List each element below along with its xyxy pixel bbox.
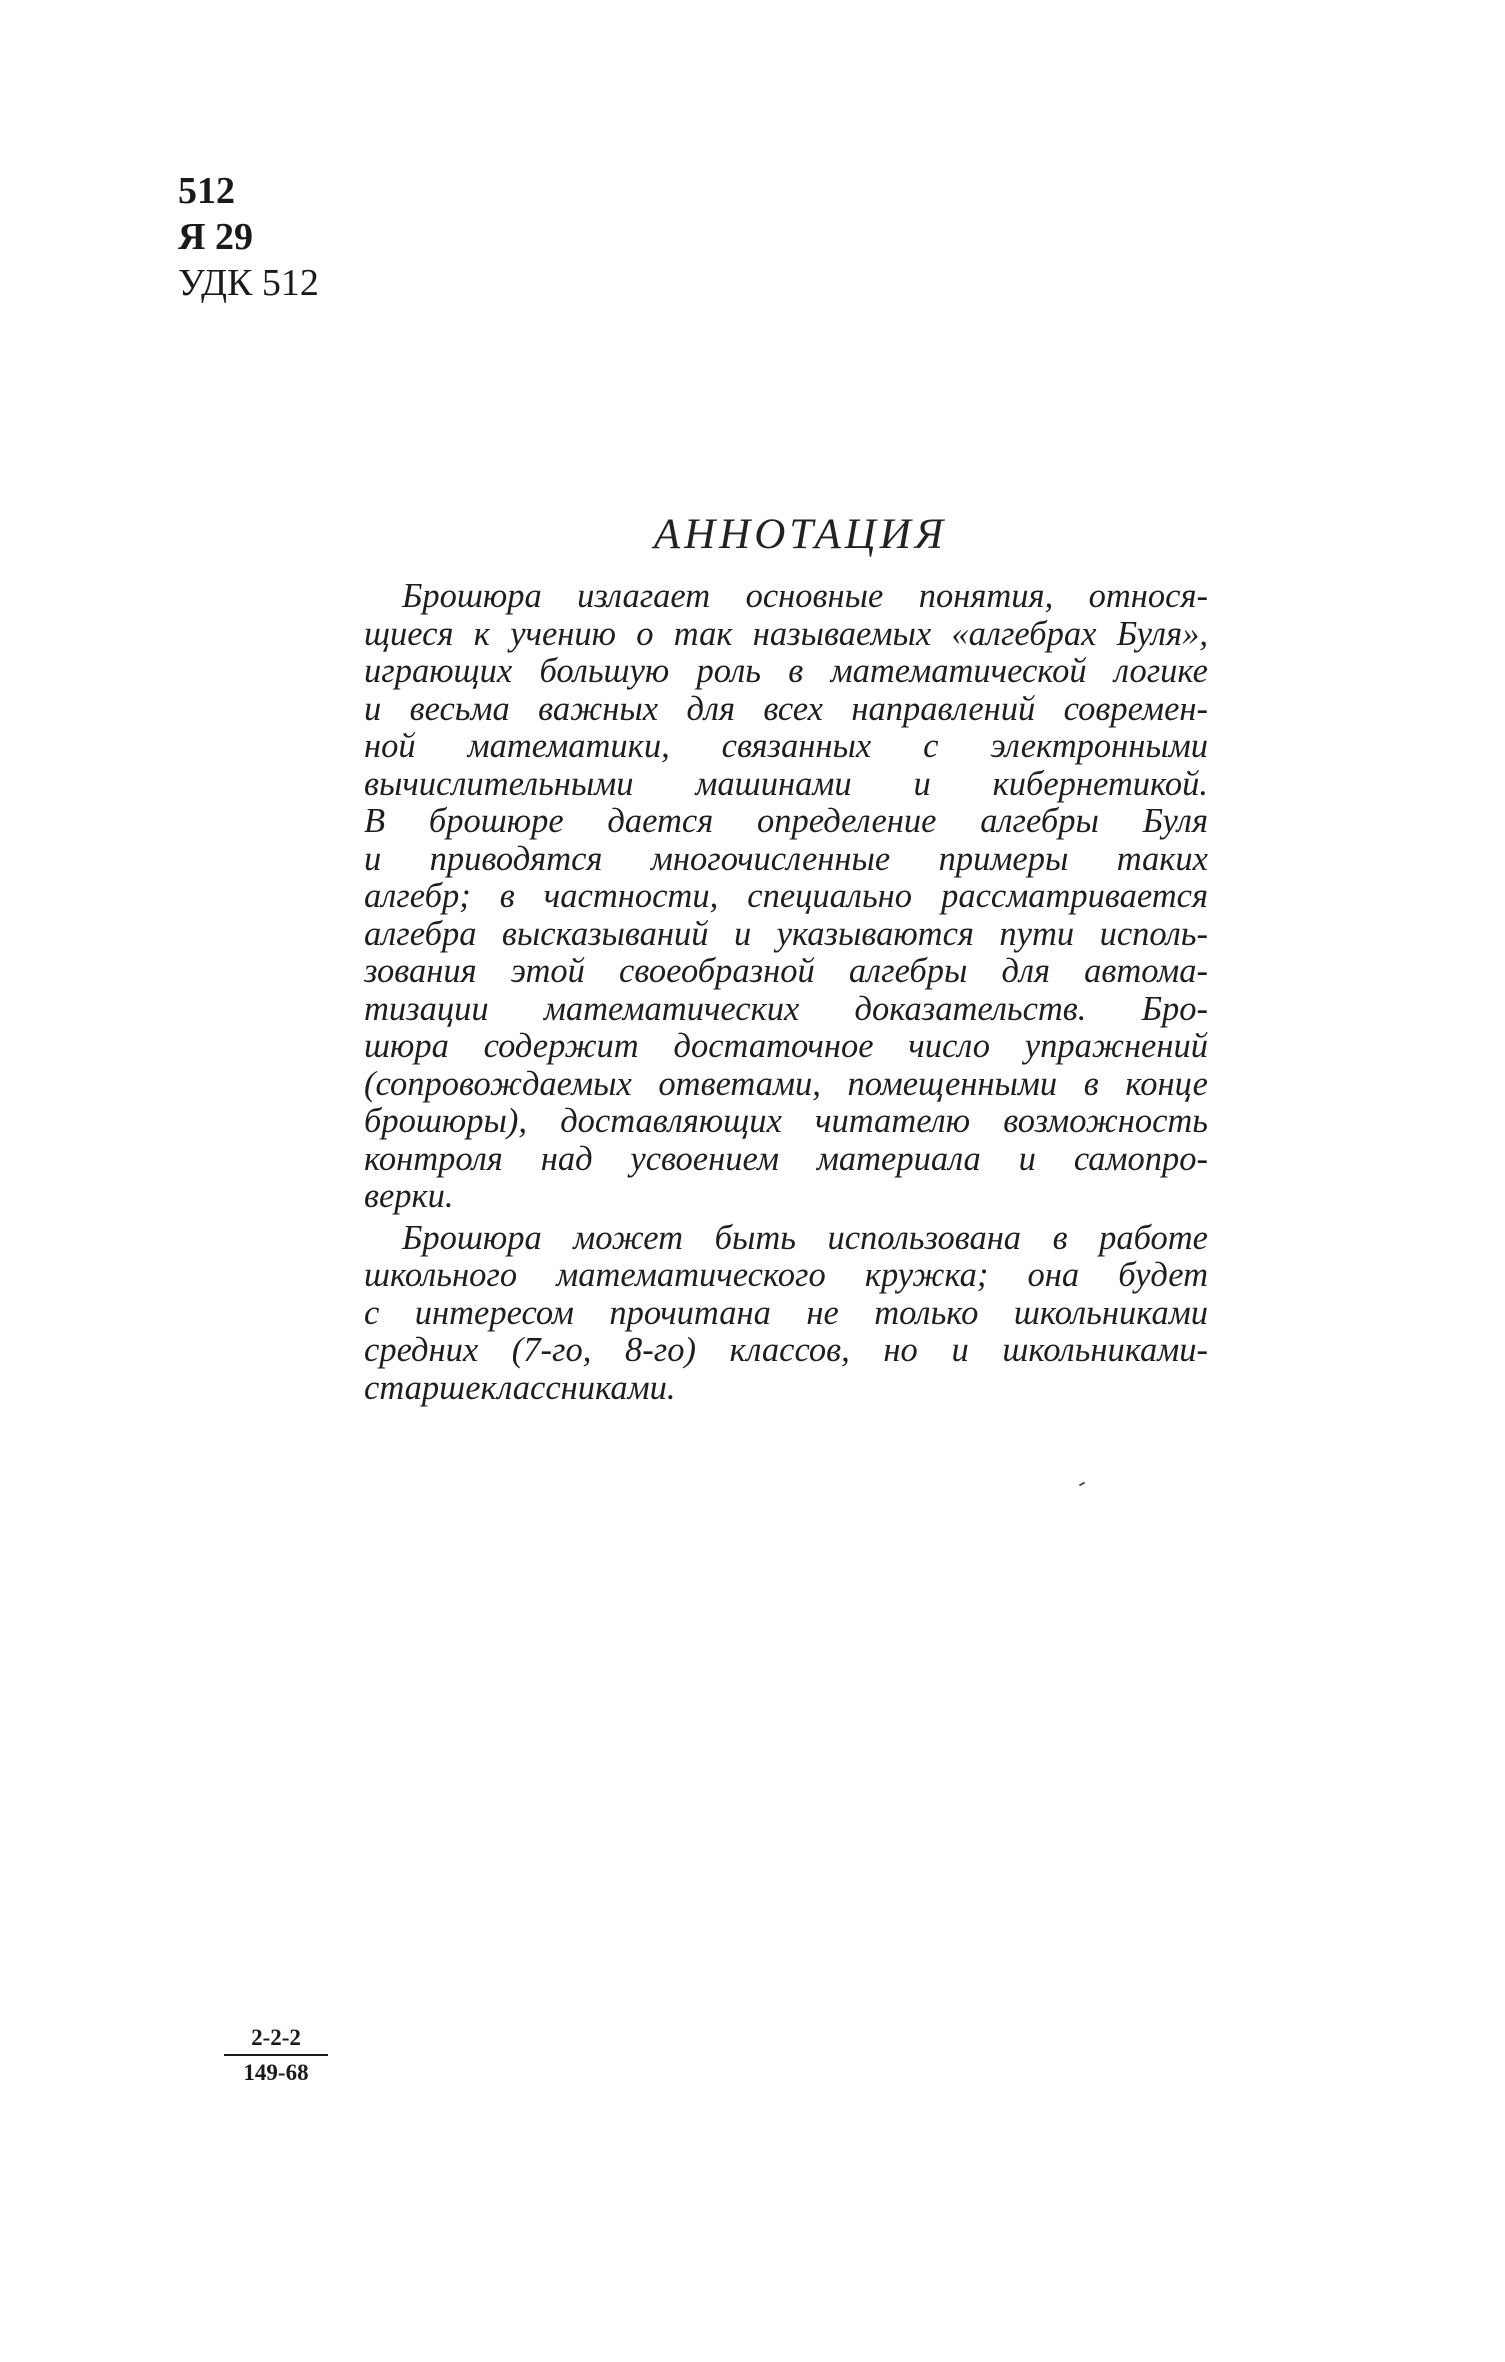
text-line: алгебр; в частности, специально рассматривается	[364, 877, 1208, 915]
text-line: тизации математических доказательств. Бро-	[364, 989, 1208, 1028]
annotation-paragraph-2	[364, 1220, 1208, 1408]
text-line: шюра содержит достаточное число упражнений	[364, 1027, 1208, 1065]
text-line: старшеклассниками.	[364, 1368, 676, 1407]
annotation-title: АННОТАЦИЯ	[653, 511, 948, 558]
text-line: В брошюре дается определение алгебры Буля	[364, 802, 1208, 840]
text-line: с интересом прочитана не только школьниками	[364, 1293, 1208, 1332]
text-line: средних (7-го, 8-го) классов, но и школьниками-	[364, 1331, 1208, 1369]
text-line: Брошюра может быть использована в работе	[402, 1218, 1208, 1257]
print-speck	[1079, 1482, 1085, 1487]
text-line: школьного математического кружка; она будет	[364, 1256, 1208, 1294]
text-line: ной математики, связанных с электронными	[364, 727, 1208, 765]
text-line: брошюры), доставляющих читателю возможность	[364, 1102, 1208, 1140]
text-line: верки.	[364, 1177, 454, 1215]
text-line: вычислительными машинами и кибернетикой.	[364, 764, 1208, 803]
text-line: играющих большую роль в математической логике	[364, 652, 1208, 690]
text-line: алгебра высказываний и указываются пути исполь-	[364, 914, 1208, 953]
library-classification	[178, 168, 319, 306]
text-line: (сопровождаемых ответами, помещенными в конце	[364, 1064, 1208, 1103]
text-line: Брошюра излагает основные понятия, относя-	[402, 577, 1208, 615]
publication-code-top: 2-2-2	[251, 2025, 301, 2050]
classification-code: 512	[178, 170, 235, 212]
author-mark: Я 29	[178, 216, 253, 258]
text-line: щиеся к учению о так называемых «алгебрах Буля»,	[364, 614, 1208, 653]
text-line: зования этой своеобразной алгебры для автома-	[364, 952, 1208, 990]
udc-code: УДК 512	[178, 262, 319, 304]
text-line: и приводятся многочисленные примеры таких	[364, 839, 1208, 878]
publication-code-bottom: 149-68	[243, 2060, 309, 2085]
fraction-rule	[224, 2054, 328, 2056]
text-line: и весьма важных для всех направлений современ-	[364, 689, 1208, 728]
publication-code	[224, 2024, 328, 2087]
text-line: контроля над усвоением материала и самопро-	[364, 1139, 1208, 1178]
annotation-body	[364, 578, 1208, 1407]
annotation-paragraph-1	[364, 578, 1208, 1216]
